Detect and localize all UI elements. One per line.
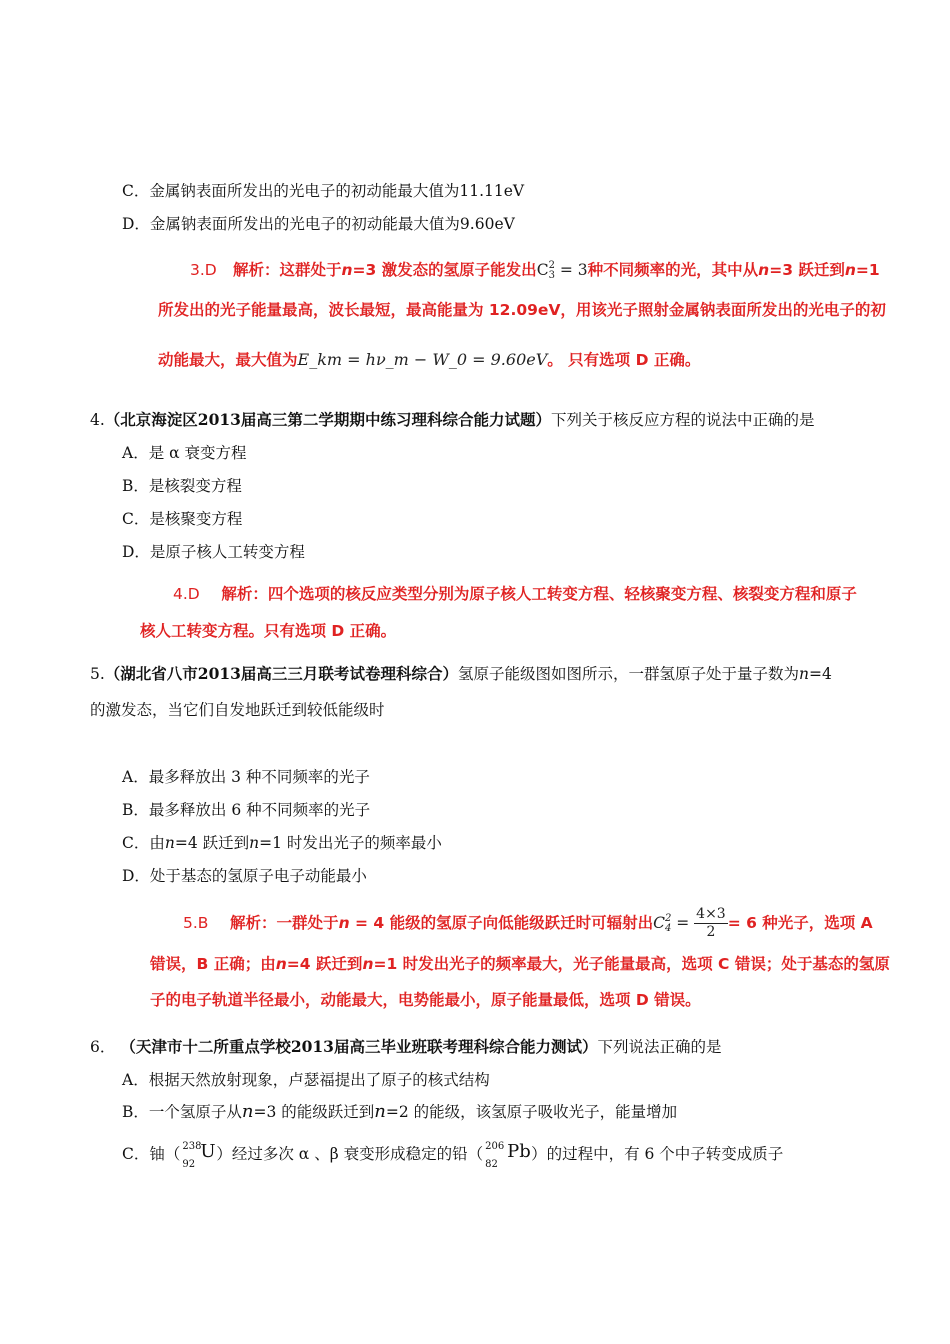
comb-symbol: C [536, 261, 549, 279]
q5-number: 5. [90, 665, 105, 683]
q5-source: （湖北省八市2013届高三三月联考试卷理科综合） [104, 664, 458, 683]
q6-option-c [122, 1139, 783, 1169]
q4-option-b: B．是核裂变方程 [122, 477, 242, 495]
var-n: n [275, 955, 287, 973]
q6-option-c-text: ）经过多次 α 、β 衰变形成稳定的铅（ [216, 1145, 484, 1163]
var-n: n [844, 261, 856, 279]
energy-formula: E_km = hν_m − W_0 = 9.60eV [297, 350, 548, 369]
var-n: n [338, 914, 350, 932]
q5-question: =4 [808, 665, 832, 683]
q3-answer-line-1 [190, 258, 880, 282]
var-n: n [341, 261, 353, 279]
q3-answer-text: 种不同频率的光，其中从 [587, 261, 759, 279]
q3-option-c: C．金属钠表面所发出的光电子的初动能最大值为11.11eV [122, 182, 525, 200]
q3-answer-number: 3.D [190, 261, 217, 279]
q5-answer-text: =4 跃迁到 [286, 955, 363, 973]
fraction-4x3-over-2 [694, 906, 728, 941]
comb-eq: = 3 [554, 261, 588, 279]
frac-denominator: 2 [706, 924, 716, 940]
q3-answer-line-2: 所发出的光子能量最高，波长最短，最高能量为 12.09eV，用该光子照射金属钠表面所发出的光电子的初 [158, 301, 886, 319]
q5-question: 氢原子能级图如图所示，一群氢原子处于量子数为 [457, 665, 799, 683]
var-n: n [249, 834, 260, 852]
var-n: n [241, 1101, 254, 1122]
q4-option-a: A．是 α 衰变方程 [122, 444, 247, 462]
q5-option-c-text: =1 时发出光子的频率最小 [259, 834, 442, 852]
combination-formula: C 2 3 = 3 [536, 260, 588, 281]
q5-option-c-text: =4 跃迁到 [174, 834, 250, 852]
q6-option-b-text: B．一个氢原子从 [122, 1103, 242, 1121]
q5-answer-label: 解析： [230, 914, 277, 932]
isotope-mass: 238 [182, 1141, 202, 1152]
var-n: n [374, 1101, 386, 1122]
q5-option-b: B．最多释放出 6 种不同频率的光子 [122, 801, 371, 819]
q6-question: 下列说法正确的是 [597, 1038, 722, 1056]
q3-answer-text: 动能最大，最大值为 [158, 351, 298, 369]
q4-answer-line-1 [173, 582, 857, 606]
q5-answer-text: = 6 种光子，选项 A [727, 914, 873, 932]
var-n: n [758, 261, 770, 279]
lead-isotope [483, 1139, 531, 1169]
q4-answer-line-2: 核人工转变方程。只有选项 D 正确。 [140, 622, 397, 640]
q3-answer-text: 。 只有选项 D 正确。 [547, 351, 701, 369]
q5-answer-text: =1 时发出光子的频率最大，光子能量最高，选项 C 错误；处于基态的氢原 [373, 955, 890, 973]
q4-answer-label: 解析： [221, 585, 268, 603]
var-n: n [164, 834, 175, 852]
q5-answer-line-1 [183, 906, 873, 941]
q5-answer-text: 一群处于 [276, 914, 339, 932]
q3-answer-text: =1 [855, 261, 880, 279]
q3-answer-text: 这群处于 [279, 261, 342, 279]
isotope-atomic-number: 92 [182, 1159, 196, 1170]
q5-answer-line-3: 子的电子轨道半径最小，动能最大，电势能最小，原子能量最低，选项 D 错误。 [150, 991, 701, 1009]
q5-option-d: D．处于基态的氢原子电子动能最小 [122, 867, 367, 885]
isotope-symbol: U [200, 1141, 216, 1162]
q6-stem [90, 1036, 721, 1058]
q5-option-c [122, 832, 442, 854]
q4-option-c: C．是核聚变方程 [122, 510, 243, 528]
var-n: n [798, 665, 809, 683]
q3-option-d: D．金属钠表面所发出的光电子的初动能最大值为9.60eV [122, 215, 515, 233]
isotope-mass: 206 [485, 1141, 505, 1152]
q5-stem-line-1 [90, 663, 832, 685]
q6-option-b-text: =2 的能级，该氢原子吸收光子，能量增加 [385, 1103, 678, 1121]
q4-stem [90, 409, 814, 431]
isotope-symbol: Pb [507, 1141, 531, 1162]
frac-numerator: 4×3 [696, 906, 726, 922]
combination-c4-2: C 2 4 = [653, 913, 695, 934]
q4-answer-number: 4.D [173, 585, 200, 603]
q5-option-c-text: C．由 [122, 834, 165, 852]
var-n: n [362, 955, 374, 973]
q5-answer-text: 错误，B 正确；由 [150, 955, 276, 973]
q3-answer-text: =3 激发态的氢原子能发出 [352, 261, 537, 279]
q6-number: 6． [90, 1038, 116, 1056]
q5-answer-text: = 4 能级的氢原子向低能级跃迁时可辐射出 [349, 914, 654, 932]
q6-option-b [122, 1101, 677, 1123]
q5-answer-number: 5.B [183, 914, 209, 932]
q6-source: （天津市十二所重点学校2013届高三毕业班联考理科综合能力测试） [120, 1037, 598, 1056]
q3-answer-text: =3 跃迁到 [769, 261, 845, 279]
uranium-isotope [180, 1139, 216, 1169]
q6-option-c-text: ）的过程中，有 6 个中子转变成质子 [531, 1145, 784, 1163]
q5-answer-line-2 [150, 952, 890, 976]
q4-answer-text: 四个选项的核反应类型分别为原子核人工转变方程、轻核聚变方程、核裂变方程和原子 [267, 585, 857, 603]
q4-source: （北京海淀区2013届高三第二学期期中练习理科综合能力试题） [104, 410, 551, 429]
q3-answer-label: 解析： [232, 261, 280, 279]
q3-answer-line-3 [158, 348, 700, 372]
q4-option-d: D．是原子核人工转变方程 [122, 543, 305, 561]
q6-option-b-text: =3 的能级跃迁到 [253, 1103, 375, 1121]
q6-option-a: A．根据天然放射现象，卢瑟福提出了原子的核式结构 [122, 1071, 490, 1089]
q6-option-c-text: C．铀（ [122, 1145, 181, 1163]
isotope-atomic-number: 82 [485, 1159, 498, 1170]
q4-number: 4. [90, 411, 105, 429]
q4-question: 下列关于核反应方程的说法中正确的是 [550, 411, 815, 429]
q5-stem-line-2: 的激发态，当它们自发地跃迁到较低能级时 [90, 701, 385, 719]
q5-option-a: A．最多释放出 3 种不同频率的光子 [122, 768, 370, 786]
